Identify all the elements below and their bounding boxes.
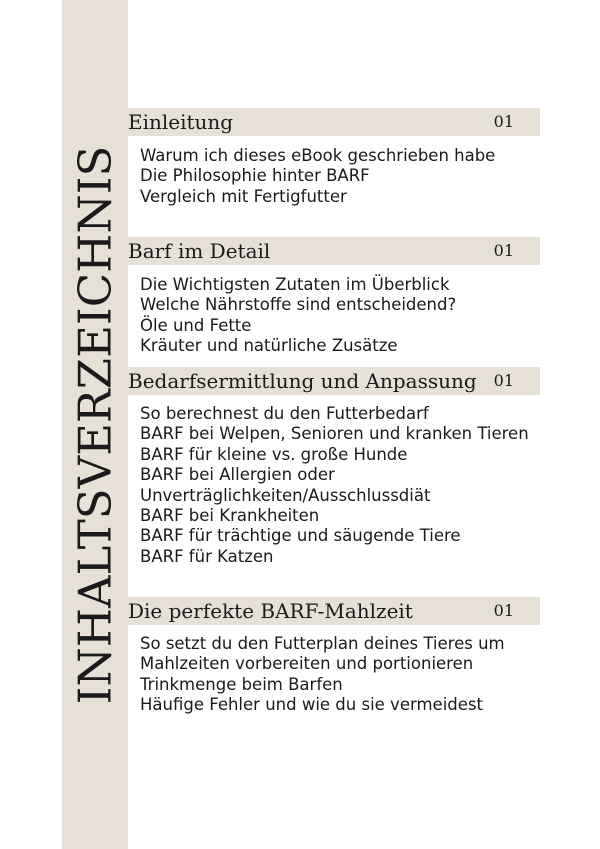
page-title: INHALTSVERZEICHNIS xyxy=(68,145,122,705)
section-items-bedarfsermittlung xyxy=(140,404,535,567)
list-item: Häufige Fehler und wie du sie vermeidest xyxy=(140,695,483,715)
section-page-number: 01 xyxy=(493,601,514,620)
section-header-perfekte-mahlzeit xyxy=(128,597,540,625)
list-item: BARF für kleine vs. große Hunde xyxy=(140,444,408,464)
list-item: BARF bei Welpen, Senioren und kranken Tieren xyxy=(140,424,529,444)
section-header-einleitung xyxy=(128,108,540,136)
list-item: BARF bei Allergien oder Unverträglichkeiten/Ausschlussdiät xyxy=(140,465,431,505)
list-item: So berechnest du den Futterbedarf xyxy=(140,404,429,423)
list-item: Welche Nährstoffe sind entscheidend? xyxy=(140,295,457,315)
list-item: Warum ich dieses eBook geschrieben habe xyxy=(140,146,496,165)
section-title: Einleitung xyxy=(128,110,234,134)
section-page-number: 01 xyxy=(493,371,514,390)
section-title: Barf im Detail xyxy=(128,239,271,263)
list-item: Öle und Fette xyxy=(140,315,252,335)
list-item: BARF bei Krankheiten xyxy=(140,506,320,526)
list-item: BARF für Katzen xyxy=(140,546,274,566)
section-title: Bedarfsermittlung und Anpassung xyxy=(128,369,477,393)
list-item: BARF für trächtige und säugende Tiere xyxy=(140,526,461,546)
list-item: Die Philosophie hinter BARF xyxy=(140,166,370,186)
list-item: So setzt du den Futterplan deines Tieres um xyxy=(140,634,505,653)
list-item: Trinkmenge beim Barfen xyxy=(140,674,343,694)
list-item: Kräuter und natürliche Zusätze xyxy=(140,336,398,356)
section-header-bedarfsermittlung xyxy=(128,367,540,395)
section-items-einleitung xyxy=(140,146,535,207)
section-header-barf-im-detail xyxy=(128,237,540,265)
list-item: Die Wichtigsten Zutaten im Überblick xyxy=(140,275,450,294)
section-title: Die perfekte BARF-Mahlzeit xyxy=(128,599,413,623)
section-items-perfekte-mahlzeit xyxy=(140,634,535,716)
list-item: Mahlzeiten vorbereiten und portionieren xyxy=(140,654,474,674)
section-page-number: 01 xyxy=(493,241,514,260)
section-items-barf-im-detail xyxy=(140,275,535,357)
section-page-number: 01 xyxy=(493,112,514,131)
list-item: Vergleich mit Fertigfutter xyxy=(140,186,347,206)
